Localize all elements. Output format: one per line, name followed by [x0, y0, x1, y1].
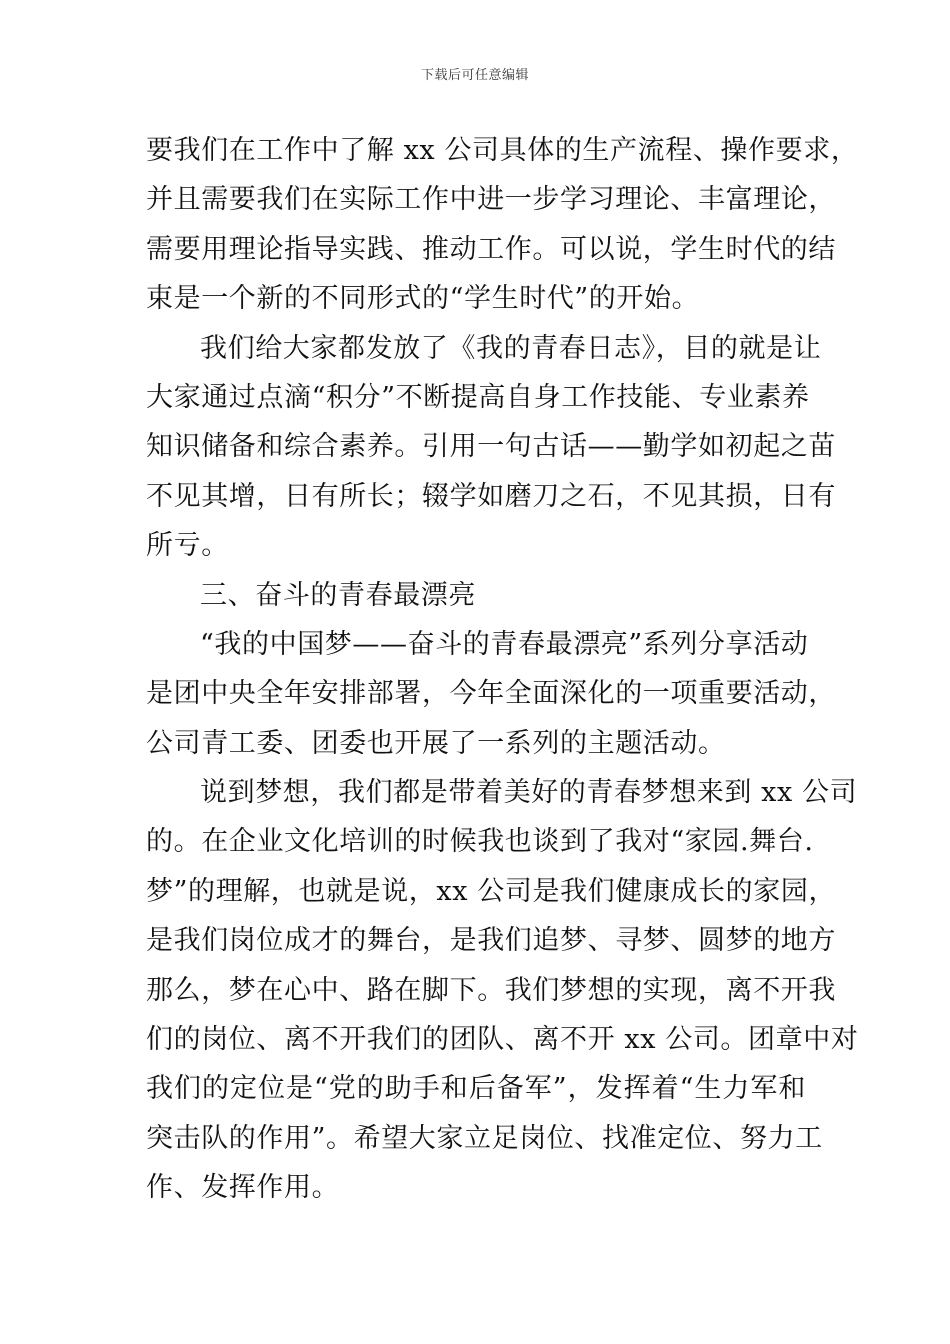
- text-line: 知识储备和综合素养。引用一句古话——勤学如初起之苗: [146, 431, 836, 463]
- text-line: 并且需要我们在实际工作中进一步学习理论、丰富理论，: [146, 184, 836, 216]
- text-line: 需要用理论指导实践、推动工作。可以说，学生时代的结: [146, 233, 836, 265]
- text-line: 是我们岗位成才的舞台，是我们追梦、寻梦、圆梦的地方: [146, 925, 836, 957]
- text-line: 那么，梦在心中、路在脚下。我们梦想的实现，离不开我: [146, 974, 836, 1006]
- text-line: 作、发挥作用。: [146, 1172, 340, 1204]
- text-line: 三、奋斗的青春最漂亮: [200, 579, 476, 611]
- text-line: 要我们在工作中了解 xx 公司具体的生产流程、操作要求，: [146, 135, 859, 166]
- text-line: 不见其增，日有所长；辍学如磨刀之石，不见其损，日有: [146, 480, 836, 512]
- text-line: 突击队的作用”。希望大家立足岗位、找准定位、努力工: [146, 1122, 823, 1154]
- text-line: 公司青工委、团委也开展了一系列的主题活动。: [146, 727, 726, 759]
- text-line: 我们给大家都发放了《我的青春日志》，目的就是让: [200, 332, 822, 364]
- page-header: 下载后可任意编辑: [420, 68, 529, 83]
- text-line: 的。在企业文化培训的时候我也谈到了我对“家园.舞台.: [146, 826, 814, 858]
- text-line: 所亏。: [146, 530, 229, 562]
- text-line: 大家通过点滴“积分”不断提高自身工作技能、专业素养: [146, 381, 810, 413]
- text-line: 我们的定位是“党的助手和后备军”，发挥着“生力军和: [146, 1073, 806, 1105]
- text-line: 们的岗位、离不开我们的团队、离不开 xx 公司。团章中对: [146, 1024, 859, 1056]
- text-line: 说到梦想，我们都是带着美好的青春梦想来到 xx 公司: [200, 777, 858, 809]
- document-body: [146, 126, 859, 1213]
- text-line: “我的中国梦——奋斗的青春最漂亮”系列分享活动: [200, 628, 809, 660]
- text-line: 是团中央全年安排部署，今年全面深化的一项重要活动，: [146, 678, 836, 710]
- text-line: 梦”的理解，也就是说，xx 公司是我们健康成长的家园，: [146, 875, 837, 907]
- text-line: 束是一个新的不同形式的“学生时代”的开始。: [146, 283, 700, 315]
